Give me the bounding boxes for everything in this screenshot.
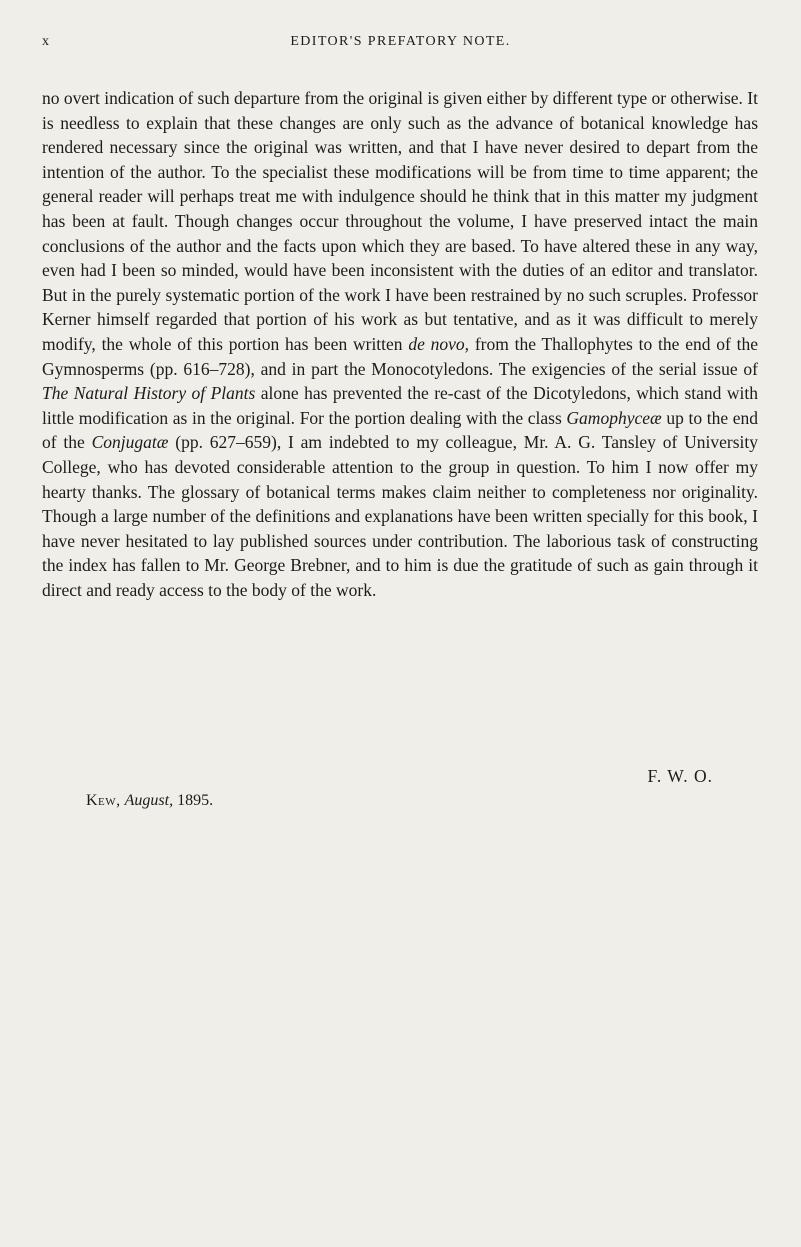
page-number: x: [42, 34, 50, 49]
running-head: EDITOR'S PREFATORY NOTE.: [290, 34, 511, 49]
body-text-segment: alone has prevented the re-cast of the Dicotyledons, which stand with little modification as in the original. For the portion dealing with the class: [42, 383, 758, 428]
body-text-segment: no overt indication of such departure from the original is given either by different type or otherwise. It is needless to explain that these changes are only such as the advance of botanical knowledge has rendered necessary since the original was written, and that I have never desired to depart from the intention of the author. To the specialist these modifications will be from time to time apparent; the general reader will perhaps treat me with indulgence should he think that in this matter my judgment has been at fault. Though changes occur throughout the volume, I have preserved intact the main conclusions of the author and the facts upon which they are based. To have altered these in any way, even had I been so minded, would have been inconsistent with the duties of an editor and translator. But in the purely systematic portion of the work I have been restrained by no such scruples. Professor Kerner himself regarded that portion of his work as but tentative, and as it was difficult to merely modify, the whole of this portion has been written: [42, 88, 758, 354]
book-title: The Natural History of Plants: [42, 383, 256, 404]
dateline-year: 1895.: [177, 792, 214, 809]
dateline-place: Kew,: [86, 792, 121, 809]
body-paragraph: [42, 86, 758, 602]
body-text-segment: (pp. 627–659), I am indebted to my colleague, Mr. A. G. Tansley of University College, who has devoted considerable attention to the group in question. To him I now offer my hearty thanks. The glossary of botanical terms makes claim neither to completeness nor originality. Though a large number of the definitions and explanations have been written specially for this book, I have never hesitated to lay published sources under contribution. The laborious task of constructing the index has fallen to Mr. George Brebner, and to him is due the gratitude of such as gain through it direct and ready access to the body of the work.: [42, 432, 758, 600]
italic-phrase: de novo,: [408, 333, 470, 354]
body-text-segment: up to the end of the: [42, 407, 758, 453]
dateline-month: August,: [124, 792, 174, 809]
dateline: [86, 792, 213, 810]
page-header: [42, 34, 759, 58]
signature-initials: F. W. O.: [647, 766, 713, 786]
body-text-segment: from the Thallophytes to the end of the Gymnosperms (pp. 616–728), and in part the Monocotyledons. The exigencies of the serial issue of: [42, 333, 758, 379]
taxon-name: Conjugatæ: [91, 432, 169, 453]
taxon-name: Gamophyceæ: [566, 407, 662, 428]
